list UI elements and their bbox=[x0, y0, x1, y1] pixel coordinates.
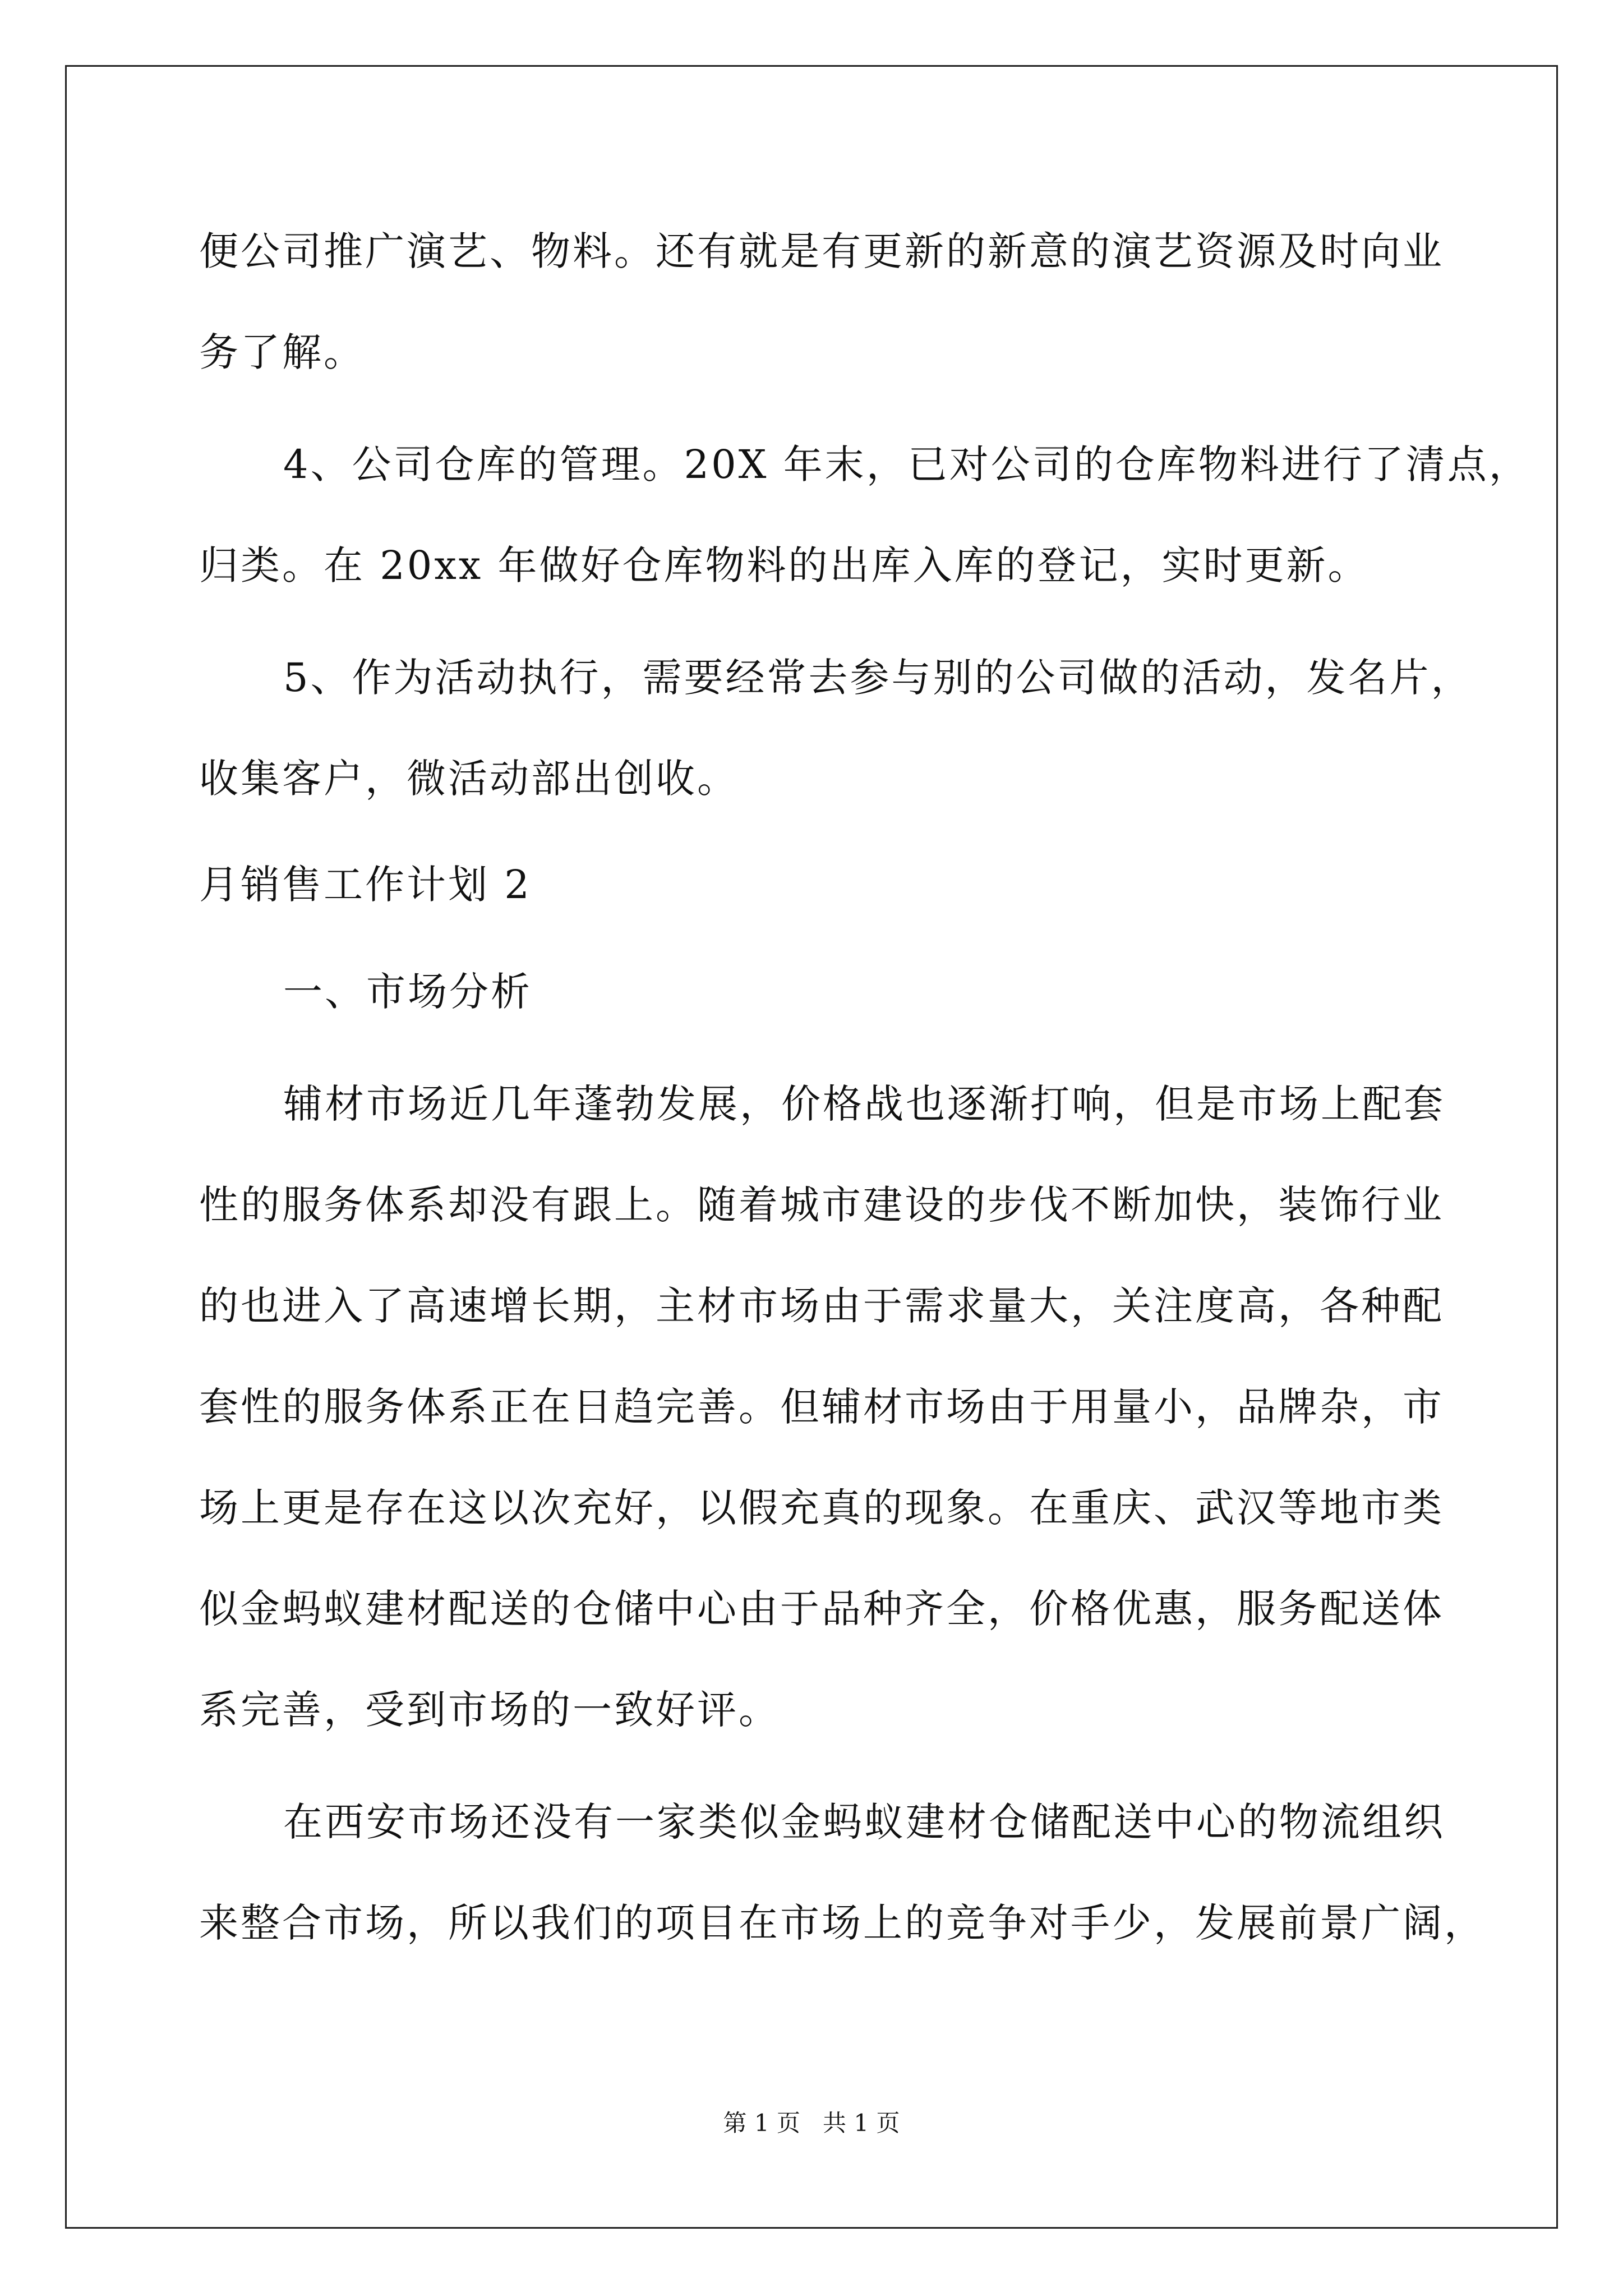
section-title: 月销售工作计划 2 bbox=[199, 862, 532, 908]
section-heading: 一、市场分析 bbox=[283, 969, 532, 1015]
paragraph-line: 收集客户，微活动部出创收。 bbox=[199, 756, 739, 802]
paragraph-line: 套性的服务体系正在日趋完善。但辅材市场由于用量小，品牌杂，市 bbox=[199, 1384, 1444, 1430]
paragraph-line: 务了解。 bbox=[199, 329, 365, 375]
paragraph-line: 辅材市场近几年蓬勃发展，价格战也逐渐打响，但是市场上配套 bbox=[283, 1081, 1445, 1127]
paragraph-line: 便公司推广演艺、物料。还有就是有更新的新意的演艺资源及时向业 bbox=[199, 228, 1444, 274]
paragraph-line: 场上更是存在这以次充好，以假充真的现象。在重庆、武汉等地市类 bbox=[199, 1485, 1444, 1531]
paragraph-line: 在西安市场还没有一家类似金蚂蚁建材仓储配送中心的物流组织 bbox=[283, 1799, 1445, 1845]
paragraph-line: 归类。在 20xx 年做好仓库物料的出库入库的登记，实时更新。 bbox=[199, 542, 1370, 588]
paragraph-line: 似金蚂蚁建材配送的仓储中心由于品种齐全，价格优惠，服务配送体 bbox=[199, 1586, 1444, 1632]
list-item-4: 4、公司仓库的管理。20X 年末，已对公司的仓库物料进行了清点， bbox=[283, 441, 1530, 487]
list-item-5: 5、作为活动执行，需要经常去参与别的公司做的活动，发名片， bbox=[283, 655, 1473, 701]
paragraph-line: 系完善，受到市场的一致好评。 bbox=[199, 1687, 780, 1733]
paragraph-line: 性的服务体系却没有跟上。随着城市建设的步伐不断加快，装饰行业 bbox=[199, 1182, 1444, 1228]
page-footer: 第 1 页 共 1 页 bbox=[723, 2109, 900, 2137]
paragraph-line: 的也进入了高速增长期，主材市场由于需求量大，关注度高，各种配 bbox=[199, 1283, 1444, 1329]
paragraph-line: 来整合市场，所以我们的项目在市场上的竞争对手少，发展前景广阔， bbox=[199, 1900, 1486, 1946]
